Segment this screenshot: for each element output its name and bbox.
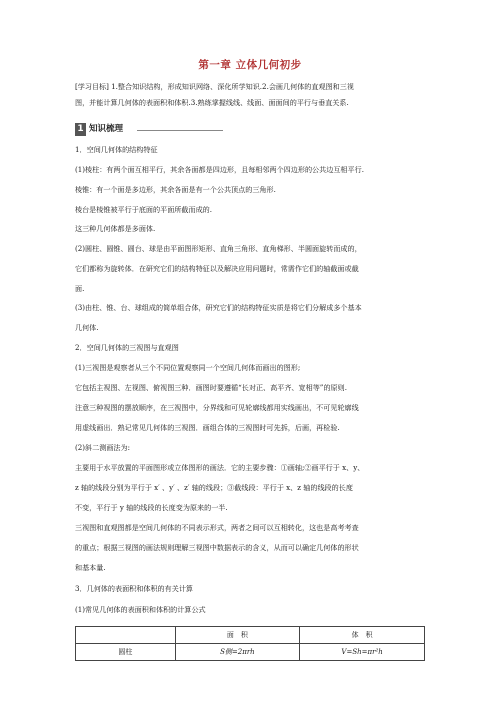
body-line: 三视图和直观图都是空间几何体的不同表示形式，两者之间可以互相转化，这也是高考考查 <box>75 523 359 532</box>
body-line: (1)三视图是观察者从三个不同位置观察同一个空间几何体而画出的图形; <box>75 363 301 372</box>
table-header-row <box>76 627 425 644</box>
table-cell: 圆柱 <box>76 644 176 661</box>
section-label: 知识梳理 <box>89 124 124 134</box>
body-line: 这三种几何体都是多面体. <box>75 224 156 233</box>
table-header-cell <box>76 627 176 644</box>
section-number-badge: 1 <box>75 123 86 136</box>
body-line: (1)常见几何体的表面积和体积的计算公式 <box>75 605 206 614</box>
body-line: 棱台是棱锥被平行于底面的平面所截而成的. <box>75 205 213 214</box>
table-cell: V=Sh=πr²h <box>300 644 425 661</box>
table-header-cell: 面 积 <box>175 627 300 644</box>
body-line: (3)由柱、锥、台、球组成的简单组合体，研究它们的结构特征实质是将它们分解成多个基本 <box>75 303 362 312</box>
body-line: (2)斜二测画法为: <box>75 443 131 452</box>
section-header <box>75 123 425 137</box>
body-line: 1．空间几何体的结构特征 <box>75 145 158 154</box>
table-cell: S侧=2πrh <box>175 644 300 661</box>
formula-table <box>75 626 425 661</box>
table-row <box>76 644 425 661</box>
page-title: 第一章 立体几何初步 <box>198 59 302 71</box>
table-header-cell: 体 积 <box>300 627 425 644</box>
body-line: 不变，平行于 y 轴的线段的长度变为原来的一半. <box>75 503 228 512</box>
body-line: 面. <box>75 284 85 293</box>
learning-goal-line-1: [学习目标] 1.整合知识结构，形成知识网络、深化所学知识.2.会画几何体的直观图和三视 <box>75 82 354 91</box>
body-line: 2．空间几何体的三视图与直观图 <box>75 343 179 352</box>
body-line: 它们都称为旋转体．在研究它们的结构特征以及解决应用问题时，常需作它们的轴截面或截 <box>75 264 359 273</box>
body-line: 棱锥：有一个面是多边形，其余各面是有一个公共顶点的三角形. <box>75 185 276 194</box>
learning-goal-line-2: 图，并能计算几何体的表面积和体积.3.熟练掌握线线、线面、面面间的平行与垂直关系. <box>75 98 349 107</box>
body-line: 和基本量. <box>75 563 106 572</box>
body-line: (2)圆柱、圆锥、圆台、球是由平面图形矩形、直角三角形、直角梯形、半圆面旋转而成的， <box>75 244 362 253</box>
body-line: 主要用于水平放置的平面图形或立体图形的画法．它的主要步骤：①画轴;②画平行于 x、y、 <box>75 463 365 472</box>
body-line: 用虚线画出．熟记常见几何体的三视图．画组合体的三视图时可先拆，后画，再检验. <box>75 423 340 432</box>
body-line: z 轴的线段分别为平行于 x′ 、y′ 、z′ 轴的线段；③截线段：平行于 x、z 轴的线段的长度 <box>75 483 353 492</box>
body-line: 3．几何体的表面积和体积的有关计算 <box>75 584 194 593</box>
body-line: 它包括主视图、左视图、俯视图三种．画图时要遵循“长对正、高平齐、宽相等”的原则. <box>75 383 347 392</box>
body-line: 的重点；根据三视图的画法规则理解三视图中数据表示的含义，从而可以确定几何体的形状 <box>75 543 359 552</box>
section-divider <box>137 130 223 131</box>
body-line: 注意三种视图的摆放顺序，在三视图中，分界线和可见轮廓线都用实线画出，不可见轮廓线 <box>75 403 359 412</box>
body-line: (1)棱柱：有两个面互相平行，其余各面都是四边形，且每相邻两个四边形的公共边互相平行. <box>75 165 364 174</box>
body-line: 几何体. <box>75 323 99 332</box>
